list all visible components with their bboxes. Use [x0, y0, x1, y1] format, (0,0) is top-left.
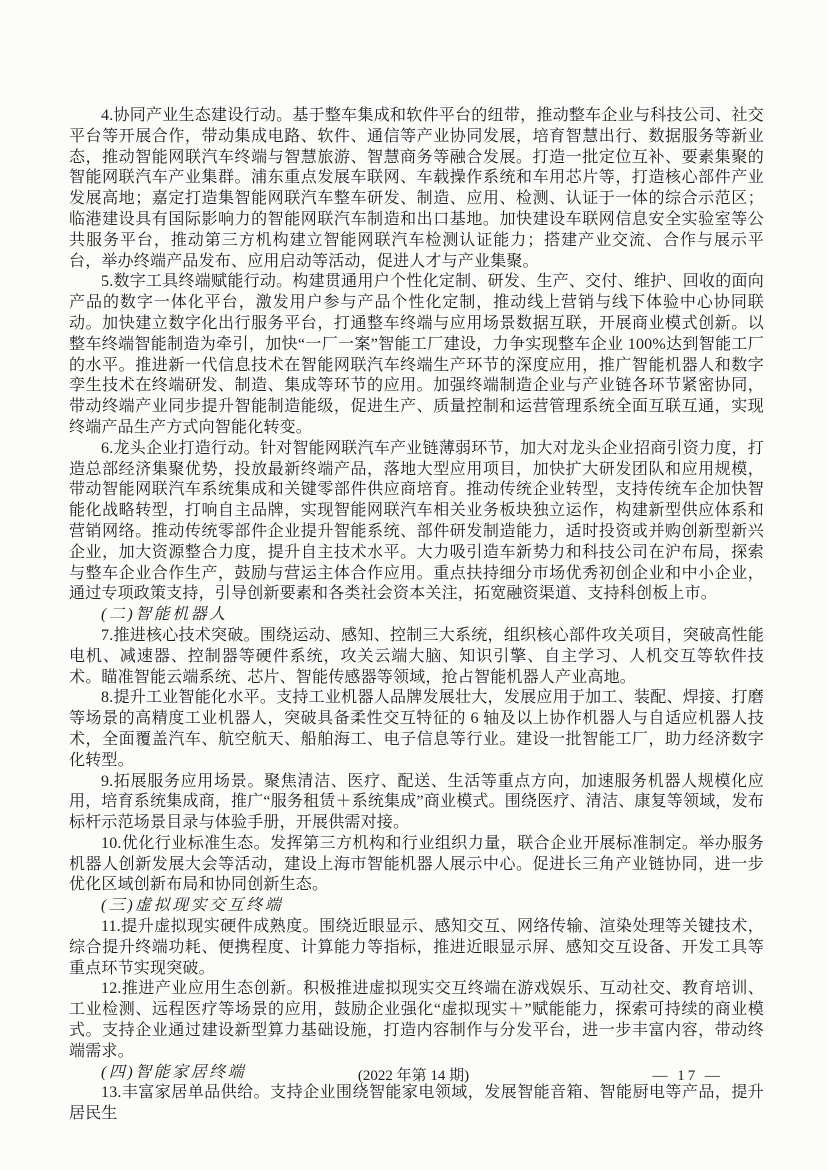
page-content: [69, 106, 764, 1125]
section-heading-iii-vr-terminals: (三)虚拟现实交互终端: [101, 897, 284, 915]
footer-issue-label: (2022 年第 14 期): [357, 1068, 470, 1084]
paragraph-5-digital-tool-terminal: 5.数字工具终端赋能行动。构建贯通用户个性化定制、研发、生产、交付、维护、回收的面向产品的数字一体化平台，激发用户参与产品个性化定制，推动线上营销与线下体验中心协同联动。加快建立数字化出行服务平台，打通整车终端与应用场景数据互联，开展商业模式创新。以整车终端智能制造为牵引，加快“一厂一案”智能工厂建设，力争实现整车企业 100%达到智能工厂的水平。推进新一代信息技术在智能网联汽车终端生产环节的深度应用，推广智能机器人和数字孪生技术在终端研发、制造、集成等环节的应用。加强终端制造企业与产业链各环节紧密协同，带动终端产业同步提升智能制造能级，促进生产、质量控制和运营管理系统全面互联互通，实现终端产品生产方式向智能化转变。: [69, 273, 764, 436]
page-footer: [0, 1065, 827, 1087]
paragraph-4-industry-ecosystem: 4.协同产业生态建设行动。基于整车集成和软件平台的纽带，推动整车企业与科技公司、社交平台等开展合作，带动集成电路、软件、通信等产业协同发展，培育智慧出行、数据服务等新业态，推动智能网联汽车终端与智慧旅游、智慧商务等融合发展。打造一批定位互补、要素集聚的智能网联汽车产业集群。浦东重点发展车联网、车载操作系统和车用芯片等，打造核心部件产业发展高地；嘉定打造集智能网联汽车整车研发、制造、应用、检测、认证于一体的综合示范区；临港建设具有国际影响力的智能网联汽车制造和出口基地。加快建设车联网信息安全实验室等公共服务平台，推动第三方机构建立智能网联汽车检测认证能力；搭建产业交流、合作与展示平台，举办终端产品发布、应用启动等活动，促进人才与产业集聚。: [69, 107, 764, 270]
paragraph-11-vr-hardware: 11.提升虚拟现实硬件成熟度。围绕近眼显示、感知交互、网络传输、渲染处理等关键技术，综合提升终端功耗、便携程度、计算能力等指标，推进近眼显示屏、感知交互设备、开发工具等重点环节实现突破。: [69, 918, 764, 977]
paragraph-7-core-technology: 7.推进核心技术突破。围绕运动、感知、控制三大系统，组织核心部件攻关项目，突破高性能电机、减速器、控制器等硬件系统，攻关云端大脑、知识引擎、自主学习、人机交互等软件技术。瞄准智能云端系统、芯片、智能传感器等领域，抢占智能机器人产业高地。: [69, 626, 764, 686]
paragraph-6-leading-enterprises: 6.龙头企业打造行动。针对智能网联汽车产业链薄弱环节，加大对龙头企业招商引资力度，打造总部经济集聚优势，投放最新终端产品，落地大型应用项目，加快扩大研发团队和应用规模，带动智能网联汽车系统集成和关键零部件供应商培育。推动传统企业转型，支持传统车企加快智能化战略转型，打响自主品牌，实现智能网联汽车相关业务板块独立运作，构建新型供应体系和营销网络。推动传统零部件企业提升智能系统、部件研发制造能力，适时投资或并购创新型新兴企业，加大资源整合力度，提升自主技术水平。大力吸引造车新势力和科技公司在沪布局，探索与整车企业合作生产，鼓励与营运主体合作应用。重点扶持细分市场优秀初创企业和中小企业，通过专项政策支持，引导创新要素和各类社会资本关注，拓宽融资渠道、支持科创板上市。: [69, 439, 764, 603]
paragraph-9-service-scenarios: 9.拓展服务应用场景。聚焦清洁、医疗、配送、生活等重点方向，加速服务机器人规模化应用，培育系统集成商，推广“服务租赁＋系统集成”商业模式。围绕医疗、清洁、康复等领域，发布标杆示范场景目录与体验手册，开展供需对接。: [69, 772, 765, 832]
paragraph-10-industry-standards: 10.优化行业标准生态。发挥第三方机构和行业组织力量，联合企业开展标准制定。举办服务机器人创新发展大会等活动，建设上海市智能机器人展示中心。促进长三角产业链协同，进一步优化区域创新布局和协同创新生态。: [69, 834, 764, 894]
footer-page-number: — 17 —: [652, 1068, 723, 1084]
paragraph-13-home-products: 13.丰富家居单品供给。支持企业围绕智能家电领域，发展智能音箱、智能厨电等产品，提升居民生: [69, 1084, 764, 1123]
paragraph-12-application-ecosystem: 12.推进产业应用生态创新。积极推进虚拟现实交互终端在游戏娱乐、互动社交、教育培训、工业检测、远程医疗等场景的应用，鼓励企业强化“虚拟现实＋”赋能能力，探索可持续的商业模式。支持企业通过建设新型算力基础设施，打造内容制作与分发平台，进一步丰富内容，带动终端需求。: [69, 980, 764, 1060]
section-heading-ii-smart-robots: (二)智能机器人: [101, 606, 228, 624]
paragraph-8-industrial-intelligence: 8.提升工业智能化水平。支持工业机器人品牌发展壮大，发展应用于加工、装配、焊接、打磨等场景的高精度工业机器人，突破具备柔性交互特征的 6 轴及以上协作机器人与自适应机器人技术，全面覆盖汽车、航空航天、船舶海工、电子信息等行业。建设一批智能工厂，助力经济数字化转型。: [69, 689, 764, 769]
section-heading-iv-smart-home: (四)智能家居终端: [101, 1063, 247, 1081]
